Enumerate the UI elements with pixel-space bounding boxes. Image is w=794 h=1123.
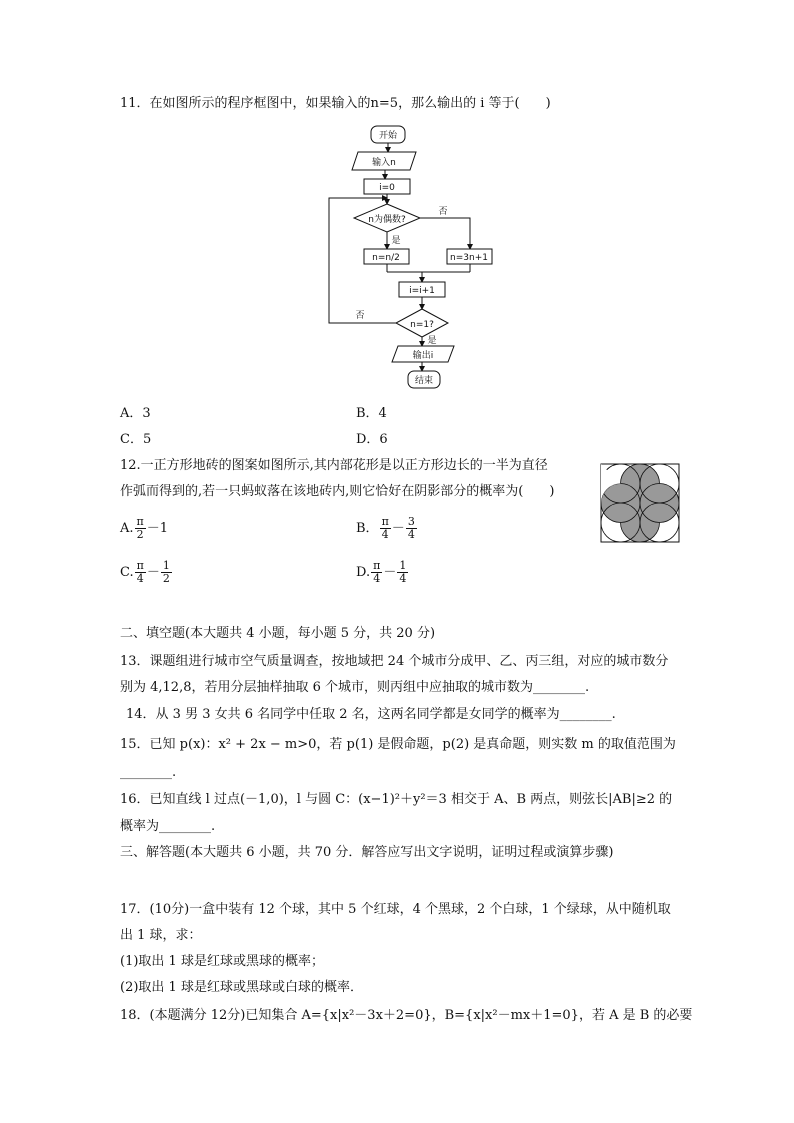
section3-heading: 三、解答题(本大题共 6 小题，共 70 分．解答应写出文字说明，证明过程或演算步骤) [120, 845, 614, 860]
q11-option-c: C．5 [120, 432, 152, 447]
flow-end-text: 结束 [414, 376, 434, 386]
q12-line1: 12.一正方形地砖的图案如图所示,其内部花形是以正方形边长的一半为直径 [120, 458, 548, 473]
flow-output-text: 输出i [412, 351, 434, 361]
flow-cond1-text: n为偶数? [368, 215, 406, 225]
flow-yes1-text: 是 [391, 236, 401, 246]
flow-start-text: 开始 [378, 131, 398, 141]
q15-line2: ________. [120, 765, 177, 780]
q17-line2: 出 1 球，求： [120, 928, 202, 943]
q11-option-d: D．6 [356, 432, 388, 447]
flow-no2-text: 否 [355, 311, 365, 321]
q12-option-b: B． $\frac{\pi}{4}$ － $\frac{3}{4}$ [356, 515, 415, 541]
q12-option-a: A. $\frac{\pi}{2}$ －1 [120, 515, 169, 541]
q14-text: 14．从 3 男 3 女共 6 名同学中任取 2 名，这两名同学都是女同学的概率为________. [126, 707, 616, 722]
flow-left-text: n=n/2 [372, 253, 400, 263]
flow-init-text: i=0 [379, 183, 395, 193]
q17-line1: 17．(10分)一盒中装有 12 个球，其中 5 个红球，4 个黑球，2 个白球，1 个绿球，从中随机取 [120, 902, 671, 917]
section2-heading: 二、填空题(本大题共 4 小题，每小题 5 分，共 20 分) [120, 626, 436, 641]
tile-figure [600, 463, 680, 543]
q13-line2: 别为 4,12,8，若用分层抽样抽取 6 个城市，则丙组中应抽取的城市数为________. [120, 680, 590, 695]
q12-option-d: D. $\frac{\pi}{4}$ － $\frac{1}{4}$ [356, 559, 407, 585]
q13-line1: 13．课题组进行城市空气质量调查，按地域把 24 个城市分成甲、乙、丙三组，对应的城市数分 [120, 654, 669, 669]
flow-right-text: n=3n+1 [450, 253, 488, 263]
flow-cond2-text: n=1? [410, 320, 434, 330]
q16-line1: 16．已知直线 l 过点(－1,0)，l 与圆 C：(x−1)²＋y²＝3 相交于 A、B 两点，则弦长|AB|≥2 的 [120, 792, 673, 807]
q17-sub2: (2)取出 1 球是红球或黑球或白球的概率． [120, 980, 363, 995]
q16-line2: 概率为________. [120, 819, 216, 834]
flow-yes2-text: 是 [427, 336, 437, 346]
flow-inc-text: i=i+1 [409, 286, 435, 296]
q15-line1: 15．已知 p(x)：x² + 2x − m>0，若 p(1) 是假命题，p(2) 是真命题，则实数 m 的取值范围为 [120, 737, 676, 752]
q12-line2: 作弧而得到的,若一只蚂蚁落在该地砖内,则它恰好在阴影部分的概率为( ) [120, 484, 555, 499]
flow-input-text: 输入n [372, 158, 396, 168]
q18-text: 18．(本题满分 12分)已知集合 A={x|x²－3x＋2=0}，B={x|x²－mx＋1=0}，若 A 是 B 的必要 [120, 1008, 693, 1023]
q11-stem: 11．在如图所示的程序框图中，如果输入的n=5，那么输出的 i 等于( ) [120, 96, 551, 111]
q17-sub1: (1)取出 1 球是红球或黑球的概率； [120, 954, 324, 969]
q11-option-a: A．3 [120, 406, 151, 421]
flow-no1-text: 否 [438, 207, 448, 217]
q12-option-c: C. $\frac{\pi}{4}$ － $\frac{1}{2}$ [120, 559, 170, 585]
q11-option-b: B．4 [356, 406, 387, 421]
flowchart [320, 122, 488, 394]
